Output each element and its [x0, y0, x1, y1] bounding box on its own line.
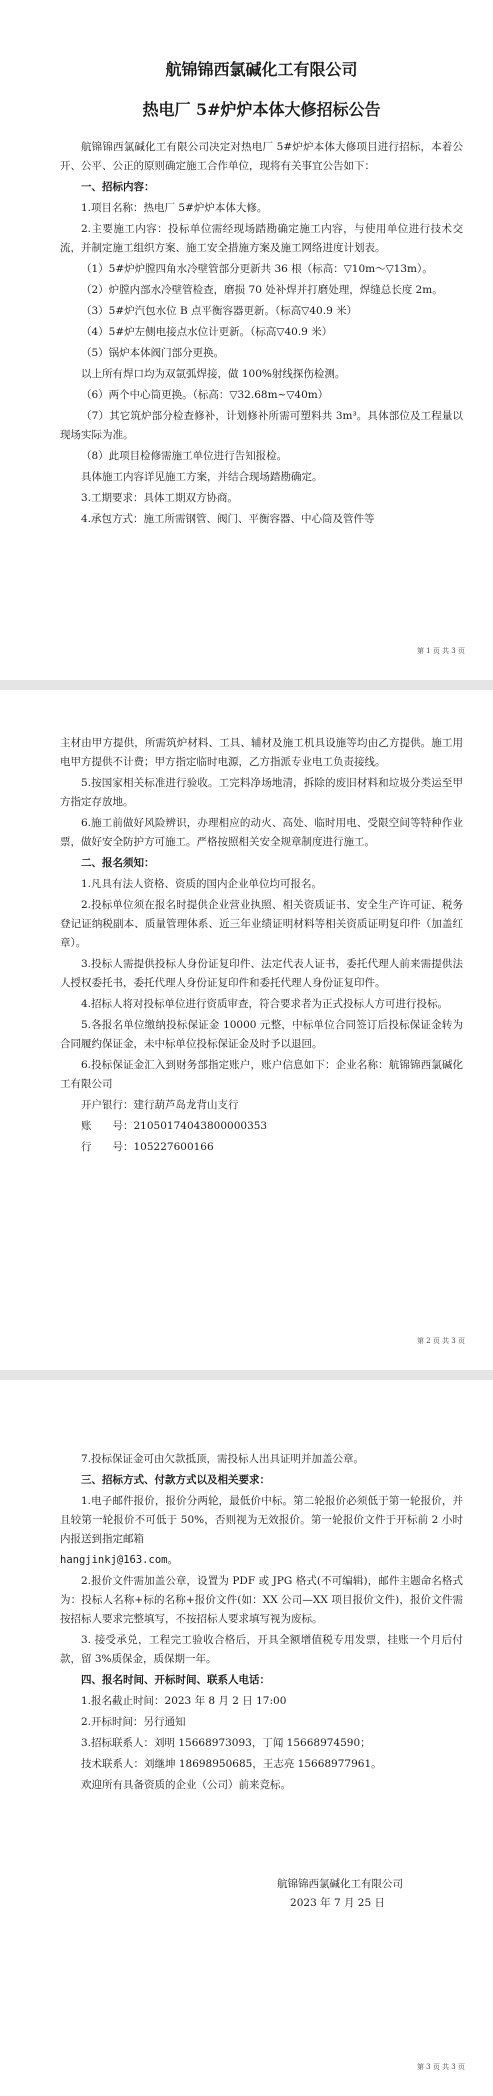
account-number: 账 号：21050174043800000353 [81, 1120, 268, 1132]
paragraph: 3.投标人需提供投标人身份证复印件、法定代表人证书，委托代理人前来需提供法人授权委托书，委托代理人身份证复印件和委托代理人身份证复印件。 [60, 958, 463, 989]
paragraph: 3.工期要求：具体工期双方协商。 [81, 492, 239, 504]
paragraph: 5.各报名单位缴纳投标保证金 10000 元整，中标单位合同签订后投标保证金转为合同履约保证金，未中标单位投标保证金及时予以退回。 [60, 1019, 463, 1050]
page-footer: 第 1 页 共 3 页 [416, 647, 465, 655]
paragraph: 6.施工前做好风险辨识，办理相应的动火、高处、临时用电、受限空间等特种作业票，做好安全防护方可施工。严格按照相关安全规章制度进行施工。 [60, 817, 463, 848]
page-2 [0, 690, 493, 1370]
paragraph: 6.投标保证金汇入到财务部指定账户，账户信息如下：企业名称：航锦锦西氯碱化工有限公司 [60, 1059, 463, 1090]
paragraph: 2.报价文件需加盖公章，设置为 PDF 或 JPG 格式(不可编辑)，邮件主题命名格式为：投标人名称+标的名称+报价文件(如：XX 公司—XX 项目报价文件)，报价文件需按招标人要求完整填写，不按招标人要求填写视为废标。 [60, 1575, 463, 1625]
page-separator [0, 1370, 493, 1380]
paragraph: 4.承包方式：施工所需钢管、阀门、平衡容器、中心筒及管件等 [81, 513, 375, 525]
company-title: 航锦锦西氯碱化工有限公司 [165, 60, 358, 79]
paragraph: （8）此项目检修需施工单位进行告知报检。 [81, 450, 288, 462]
paragraph: （4）5#炉左侧电接点水位计更新。（标高▽40.9 米） [81, 326, 333, 338]
section-heading: 一、招标内容： [81, 181, 155, 193]
page-1 [0, 0, 493, 680]
paragraph: 1.凡具有法人资格、资质的国内企业单位均可报名。 [81, 878, 323, 890]
paragraph: 主材由甲方提供，所需筑炉材料、工具、辅材及施工机具设施等均由乙方提供。施工用电甲方提供不计费；甲方指定临时电源，乙方指派专业电工负责接线。 [60, 737, 463, 768]
paragraph: 2.开标时间：另行通知 [81, 1716, 186, 1728]
paragraph: （7）其它筑炉部分检查修补，计划修补所需可塑料共 3m³。具体部位及工程量以现场实际为准。 [60, 410, 463, 441]
page-footer: 第 2 页 共 3 页 [416, 1337, 465, 1345]
paragraph: 5.按国家相关标准进行验收。工完料净场地清，拆除的废旧材料和垃圾分类运至甲方指定存放地。 [60, 777, 463, 808]
intro-paragraph: 航锦锦西氯碱化工有限公司决定对热电厂 5#炉炉本体大修项目进行招标，本着公开、公平、公正的原则确定施工合作单位，现将有关事宜公告如下： [60, 141, 463, 172]
paragraph: （5）锅炉本体阀门部分更换。 [81, 347, 225, 359]
bank-row-number: 行 号：105227600166 [81, 1141, 214, 1153]
paragraph: 具体施工内容详见施工方案，并结合现场踏勘确定。 [81, 471, 323, 483]
signature-company: 航锦锦西氯碱化工有限公司 [277, 1878, 403, 1890]
paragraph: 以上所有焊口均为双氩弧焊接，做 100%射线探伤检测。 [81, 368, 346, 380]
page-footer: 第 3 页 共 3 页 [416, 2063, 465, 2071]
paragraph: 1.报名截止时间：2023 年 8 月 2 日 17:00 [81, 1695, 287, 1707]
paragraph: （2）炉膛内部水冷壁管检查，磨损 70 处补焊并打磨处理，焊缝总长度 2m。 [81, 284, 443, 296]
email-address: hangjinkj@163.com。 [60, 1554, 178, 1566]
paragraph: 7.投标保证金可由欠款抵顶，需投标人出具证明并加盖公章。 [81, 1453, 365, 1465]
bank-name: 开户银行：建行葫芦岛龙背山支行 [81, 1099, 239, 1111]
paragraph: （6）两个中心筒更换。（标高：▽32.68m~▽40m） [81, 389, 329, 401]
paragraph: 1.项目名称：热电厂 5#炉炉本体大修。 [81, 202, 268, 214]
section-heading: 四、报名时间、开标时间、联系人电话： [81, 1674, 270, 1686]
page-separator [0, 680, 493, 690]
paragraph: 技术联系人：刘继坤 18698950685，王志亮 15668977961。 [81, 1758, 382, 1770]
paragraph: 3. 接受承兑，工程完工验收合格后，开具全额增值税专用发票，挂账一个月后付款，留 3%质保金，质保期一年。 [60, 1634, 463, 1665]
paragraph: 2.投标单位须在报名时提供企业营业执照、相关资质证书、安全生产许可证、税务登记证纳税副本、质量管理体系、近三年业绩证明材料等相关资质证明复印件（加盖红章）。 [60, 899, 463, 949]
section-heading: 三、招标方式、付款方式以及相关要求： [81, 1474, 270, 1486]
paragraph: （1）5#炉炉膛四角水冷壁管部分更新共 36 根（标高：▽10m～▽13m）。 [81, 263, 433, 275]
paragraph: 4.招标人将对投标单位进行资质审查，符合要求者为正式投标人方可进行投标。 [81, 998, 449, 1010]
paragraph: （3）5#炉汽包水位 B 点平衡容器更新。（标高▽40.9 米） [81, 305, 358, 317]
section-heading: 二、报名须知： [81, 857, 155, 869]
paragraph: 欢迎所有具备资质的企业（公司）前来竞标。 [81, 1779, 291, 1791]
paragraph: 1.电子邮件报价，报价分两轮，最低价中标。第二轮报价必须低于第一轮报价，并且较第一轮报价不可低于 50%，否则视为无效报价。第一轮报价文件于开标前 2 小时内报送到指定邮箱 [60, 1495, 463, 1545]
signature-date: 2023 年 7 月 25 日 [290, 1897, 385, 1909]
paragraph: 3.招标联系人：刘明 15668973093，丁闻 15668974590； [81, 1737, 371, 1749]
notice-title: 热电厂 5#炉炉本体大修招标公告 [142, 100, 381, 119]
page-3 [0, 1380, 493, 2096]
paragraph: 2.主要施工内容：投标单位需经现场踏勘确定施工内容，与使用单位进行技术交流，并制定施工组织方案、施工安全措施方案及施工网络进度计划表。 [60, 223, 463, 254]
